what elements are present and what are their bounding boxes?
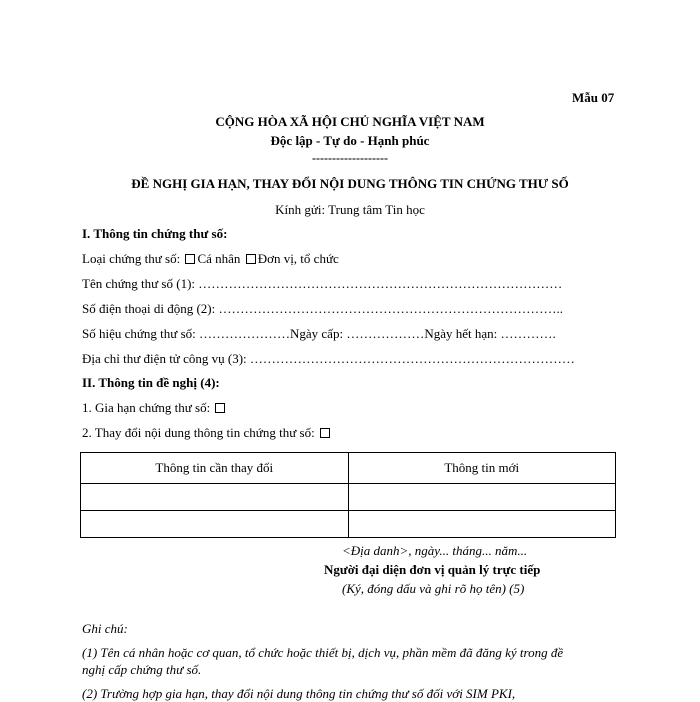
individual-label: Cá nhân [197, 251, 241, 266]
change-table [80, 452, 616, 538]
certificate-type-row [82, 251, 339, 267]
table-cell[interactable] [81, 484, 349, 511]
section2-heading: II. Thông tin đề nghị (4): [82, 375, 220, 390]
table-row [81, 511, 616, 538]
serial-date-line[interactable]: Số hiệu chứng thư số: …………………Ngày cấp: ………………Ngày hết hạn: …………. [82, 326, 556, 341]
organization-label: Đơn vị, tổ chức [257, 251, 339, 266]
individual-checkbox[interactable] [185, 254, 195, 264]
table-cell[interactable] [81, 511, 349, 538]
table-row [81, 484, 616, 511]
change-row [82, 425, 332, 441]
phone-line[interactable]: Số điện thoại di động (2): …………………………………………………………………….. [82, 301, 563, 316]
sign-note: (Ký, đóng dấu và ghi rõ họ tên) (5) [342, 581, 525, 596]
table-cell[interactable] [348, 511, 616, 538]
change-checkbox[interactable] [320, 428, 330, 438]
table-header-row [81, 453, 616, 484]
renew-row [82, 400, 227, 416]
section1-heading: I. Thông tin chứng thư số: [82, 226, 228, 241]
column-header-info-to-change: Thông tin cần thay đổi [81, 453, 349, 484]
change-label: 2. Thay đổi nội dung thông tin chứng thư số: [82, 425, 315, 440]
note1-line2: nghị cấp chứng thư số. [82, 662, 202, 677]
nation-header: CỘNG HÒA XÃ HỘI CHỦ NGHĨA VIỆT NAM [215, 114, 485, 129]
header-divider: ------------------- [312, 151, 388, 165]
place-date: <Địa danh>, ngày... tháng... năm... [342, 543, 528, 558]
email-line[interactable]: Địa chỉ thư điện tử công vụ (3): ………………………………………………………………… [82, 351, 575, 366]
notes-heading: Ghi chú: [82, 621, 128, 636]
organization-checkbox[interactable] [246, 254, 256, 264]
renew-label: 1. Gia hạn chứng thư số: [82, 400, 211, 415]
signer-title: Người đại diện đơn vị quản lý trực tiếp [324, 562, 541, 577]
note2-line1: (2) Trường hợp gia hạn, thay đổi nội dung thông tin chứng thư số đối với SIM PKI, [82, 686, 516, 701]
motto: Độc lập - Tự do - Hạnh phúc [270, 133, 430, 148]
document-title: ĐỀ NGHỊ GIA HẠN, THAY ĐỔI NỘI DUNG THÔNG TIN CHỨNG THƯ SỐ [131, 176, 569, 191]
note1-line1: (1) Tên cá nhân hoặc cơ quan, tổ chức hoặc thiết bị, dịch vụ, phần mềm đã đăng ký trong đề [82, 645, 564, 660]
certificate-type-label: Loại chứng thư số: [82, 251, 181, 266]
form-code: Mẫu 07 [572, 90, 615, 105]
certificate-name-line[interactable]: Tên chứng thư số (1): ………………………………………………………………………… [82, 276, 563, 291]
recipient: Kính gửi: Trung tâm Tin học [275, 202, 425, 217]
renew-checkbox[interactable] [215, 403, 225, 413]
table-cell[interactable] [348, 484, 616, 511]
column-header-new-info: Thông tin mới [348, 453, 616, 484]
